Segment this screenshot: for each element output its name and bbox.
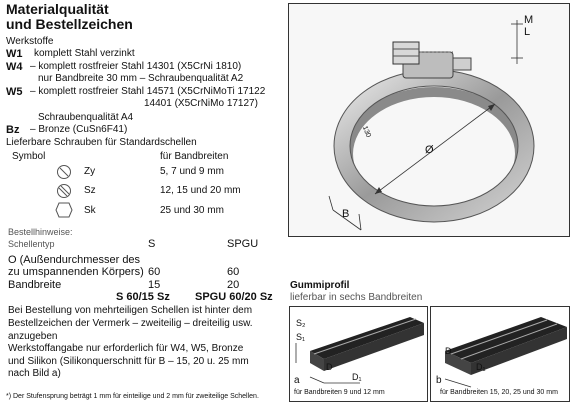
cylinder-screw-icon — [56, 164, 72, 180]
schellentyp-label: Schellentyp — [8, 239, 55, 249]
profile-a-caption: für Bandbreiten 9 und 12 mm — [294, 389, 385, 396]
note-line-3: anzugeben — [8, 331, 58, 342]
symbol-code-sz: Sz — [84, 185, 96, 196]
note-line-5: und Silikon (Silikonquerschnitt für B – 15, 20 u. 25 mm — [8, 356, 249, 367]
profile-a-label-d: D — [326, 362, 333, 372]
diameter-label: O (Außendurchmesser des — [8, 254, 141, 266]
symbol-header: Symbol — [12, 151, 46, 162]
profile-b-label-d1: D₁ — [476, 362, 486, 372]
profile-a-label-s2: S₂ — [296, 318, 306, 328]
profile-b-letter: b — [436, 375, 442, 386]
material-text-w5-alt: 14401 (X5CrNiMo 17127) — [144, 98, 258, 109]
clamp-band-marking: 130 — [360, 125, 372, 139]
material-text-w1: komplett Stahl verzinkt — [34, 48, 135, 59]
hose-clamp-icon — [289, 4, 569, 236]
rubber-profile-a-icon — [290, 307, 427, 401]
material-text-w5-screws: Schraubenqualität A4 — [38, 112, 134, 123]
profile-figure-a — [289, 306, 428, 402]
order-code-s: S 60/15 Sz — [116, 291, 170, 303]
symbol-code-sk: Sk — [84, 205, 96, 216]
symbol-widths-zy: 5, 7 und 9 mm — [160, 166, 224, 177]
clamp-label-l: L — [524, 26, 531, 38]
clamp-label-m: M — [524, 14, 534, 26]
material-code-w4: W4 — [6, 61, 23, 73]
material-code-w1: W1 — [6, 48, 23, 60]
profile-a-label-s1: S₁ — [296, 332, 306, 342]
col-s-header: S — [148, 238, 156, 250]
bestellhinweise-title: Bestellhinweise: — [8, 227, 73, 237]
footnote: *) Der Stufensprung beträgt 1 mm für einteilige und 2 mm für zweiteilige Schellen. — [6, 393, 259, 400]
note-line-2: Bestellzeichen der Vermerk – zweiteilig – dreiteilig usw. — [8, 318, 253, 329]
profile-a-letter: a — [294, 375, 300, 386]
page-title-line1: Materialqualität — [6, 1, 109, 17]
profile-b-label-d: D — [445, 346, 452, 356]
symbol-widths-sk: 25 und 30 mm — [160, 205, 224, 216]
profile-a-label-d1: D₁ — [352, 372, 362, 382]
col-spgu-header: SPGU — [227, 238, 259, 250]
note-line-6: nach Bild a) — [8, 368, 61, 379]
gummiprofil-title: Gummiprofil — [290, 280, 350, 291]
werkstoffe-title: Werkstoffe — [6, 36, 54, 47]
bandbreiten-header: für Bandbreiten — [160, 151, 229, 162]
lieferbare-schrauben-title: Lieferbare Schrauben für Standardschellen — [6, 137, 197, 148]
clamp-label-b: B — [342, 208, 350, 220]
bandbreite-s-value: 15 — [148, 279, 161, 291]
material-text-w4: – komplett rostfreier Stahl 14301 (X5CrNi 1810) — [30, 61, 242, 72]
diameter-spgu-value: 60 — [227, 266, 240, 278]
diameter-s-value: 60 — [148, 266, 161, 278]
profile-b-caption: für Bandbreiten 15, 20, 25 und 30 mm — [440, 389, 558, 396]
diameter-label-2: zu umspannenden Körpers) — [8, 266, 144, 278]
gummiprofil-subtitle: lieferbar in sechs Bandbreiten — [290, 292, 423, 303]
bandbreite-spgu-value: 20 — [227, 279, 240, 291]
material-text-w5: – komplett rostfreier Stahl 14571 (X5CrNiMoTi 17122 — [30, 86, 266, 97]
note-line-1: Bei Bestellung von mehrteiligen Schellen ist hinter dem — [8, 305, 253, 316]
material-text-bz: – Bronze (CuSn6F41) — [30, 124, 128, 135]
material-code-w5: W5 — [6, 86, 23, 98]
note-line-4: Werkstoffangabe nur erforderlich für W4, W5, Bronze — [8, 343, 244, 354]
material-code-bz: Bz — [6, 124, 20, 136]
hex-screw-icon — [55, 202, 73, 218]
clamp-label-diameter: Ø — [425, 144, 434, 156]
symbol-code-zy: Zy — [84, 166, 96, 177]
order-code-spgu: SPGU 60/20 Sz — [195, 291, 273, 303]
slotted-screw-icon — [56, 183, 72, 199]
material-text-w4-note: nur Bandbreite 30 mm – Schraubenqualität A2 — [38, 73, 244, 84]
bandbreite-label: Bandbreite — [8, 279, 62, 291]
symbol-widths-sz: 12, 15 und 20 mm — [160, 185, 241, 196]
clamp-figure-frame — [288, 3, 570, 237]
page-title-line2: und Bestellzeichen — [6, 16, 133, 32]
